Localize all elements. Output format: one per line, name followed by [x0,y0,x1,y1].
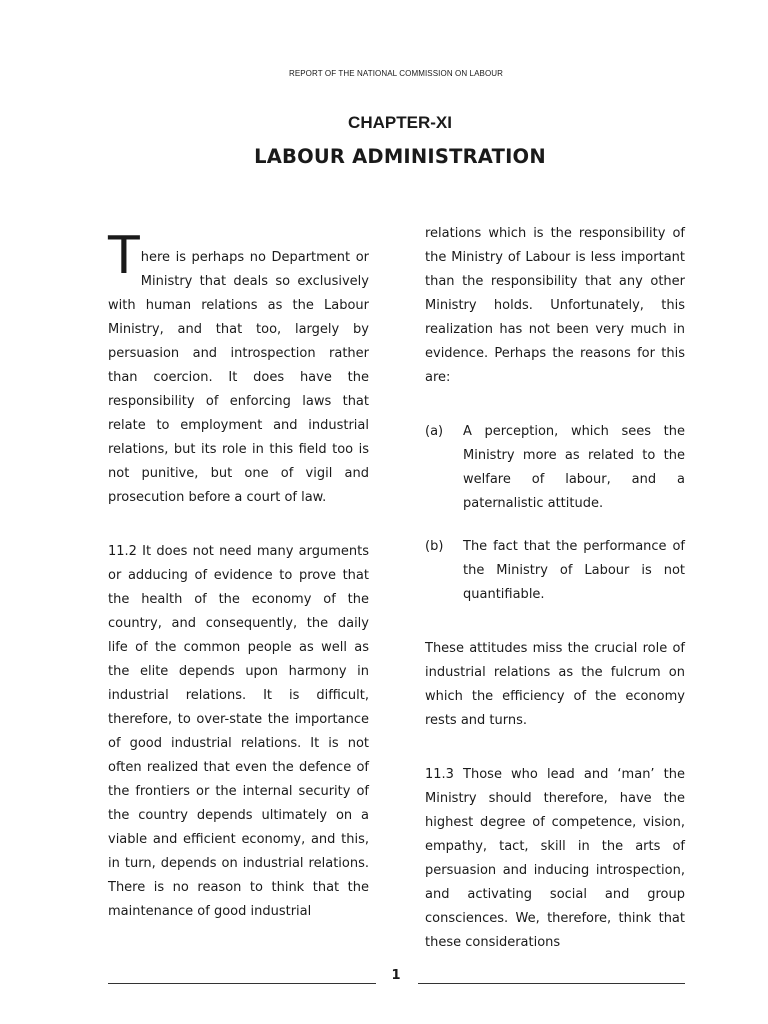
page-title: LABOUR ADMINISTRATION [254,145,546,168]
paragraph-continued: relations which is the responsibility of the Ministry of Labour is less important than the responsibility that any other Ministry holds. Unfortunately, this realization has not been very much in evidence. Perhaps the reasons for this are: [425,226,685,385]
list-item-a [425,420,685,516]
paragraph-attitudes: These attitudes miss the crucial role of industrial relations as the fulcrum on which the efficiency of the economy rests and turns. [425,641,685,728]
drop-cap: T [108,226,140,286]
paragraph-11-3: 11.3 Those who lead and ‘man’ the Ministry should therefore, have the highest degree of competence, vision, empathy, tact, skill in the arts of persuasion and inducing introspection, and activating social and group consciences. We, therefore, think that these considerations [425,767,685,950]
footer-rule-right [418,983,685,984]
list-marker: (a) [425,424,444,439]
paragraph-11-2: 11.2 It does not need many arguments or adducing of evidence to prove that the health of the economy of the country, and consequently, the daily life of the common people as well as the elite depends upon harmony in industrial relations. It is difficult, therefore, to over-state the importance of good industrial relations. It is not often realized that even the defence of the frontiers or the internal security of the country depends ultimately on a viable and efficient economy, and this, in turn, depends on industrial relations. There is no reason to think that the maintenance of good industrial [108,544,369,919]
right-column [425,222,685,955]
running-header: REPORT OF THE NATIONAL COMMISSION ON LABOUR [288,69,504,78]
paragraph-intro [108,226,369,510]
footer-rule-left [108,983,376,984]
paragraph-intro-text: here is perhaps no Department or Ministry that deals so exclusively with human relations as the Labour Ministry, and that too, largely by persuasion and introspection rather than coercion. It does have the responsibility of enforcing laws that relate to employment and industrial relations, but its role in this field too is not punitive, but one of vigil and prosecution before a court of law. [108,250,369,505]
list-text: A perception, which sees the Ministry more as related to the welfare of labour, and a paternalistic attitude. [463,424,685,511]
list-marker: (b) [425,539,444,554]
list-text: The fact that the performance of the Ministry of Labour is not quantifiable. [463,539,685,602]
page-number: 1 [391,968,401,983]
list-item-b [425,535,685,607]
chapter-heading: CHAPTER-XI [348,113,452,132]
left-column [108,226,369,924]
